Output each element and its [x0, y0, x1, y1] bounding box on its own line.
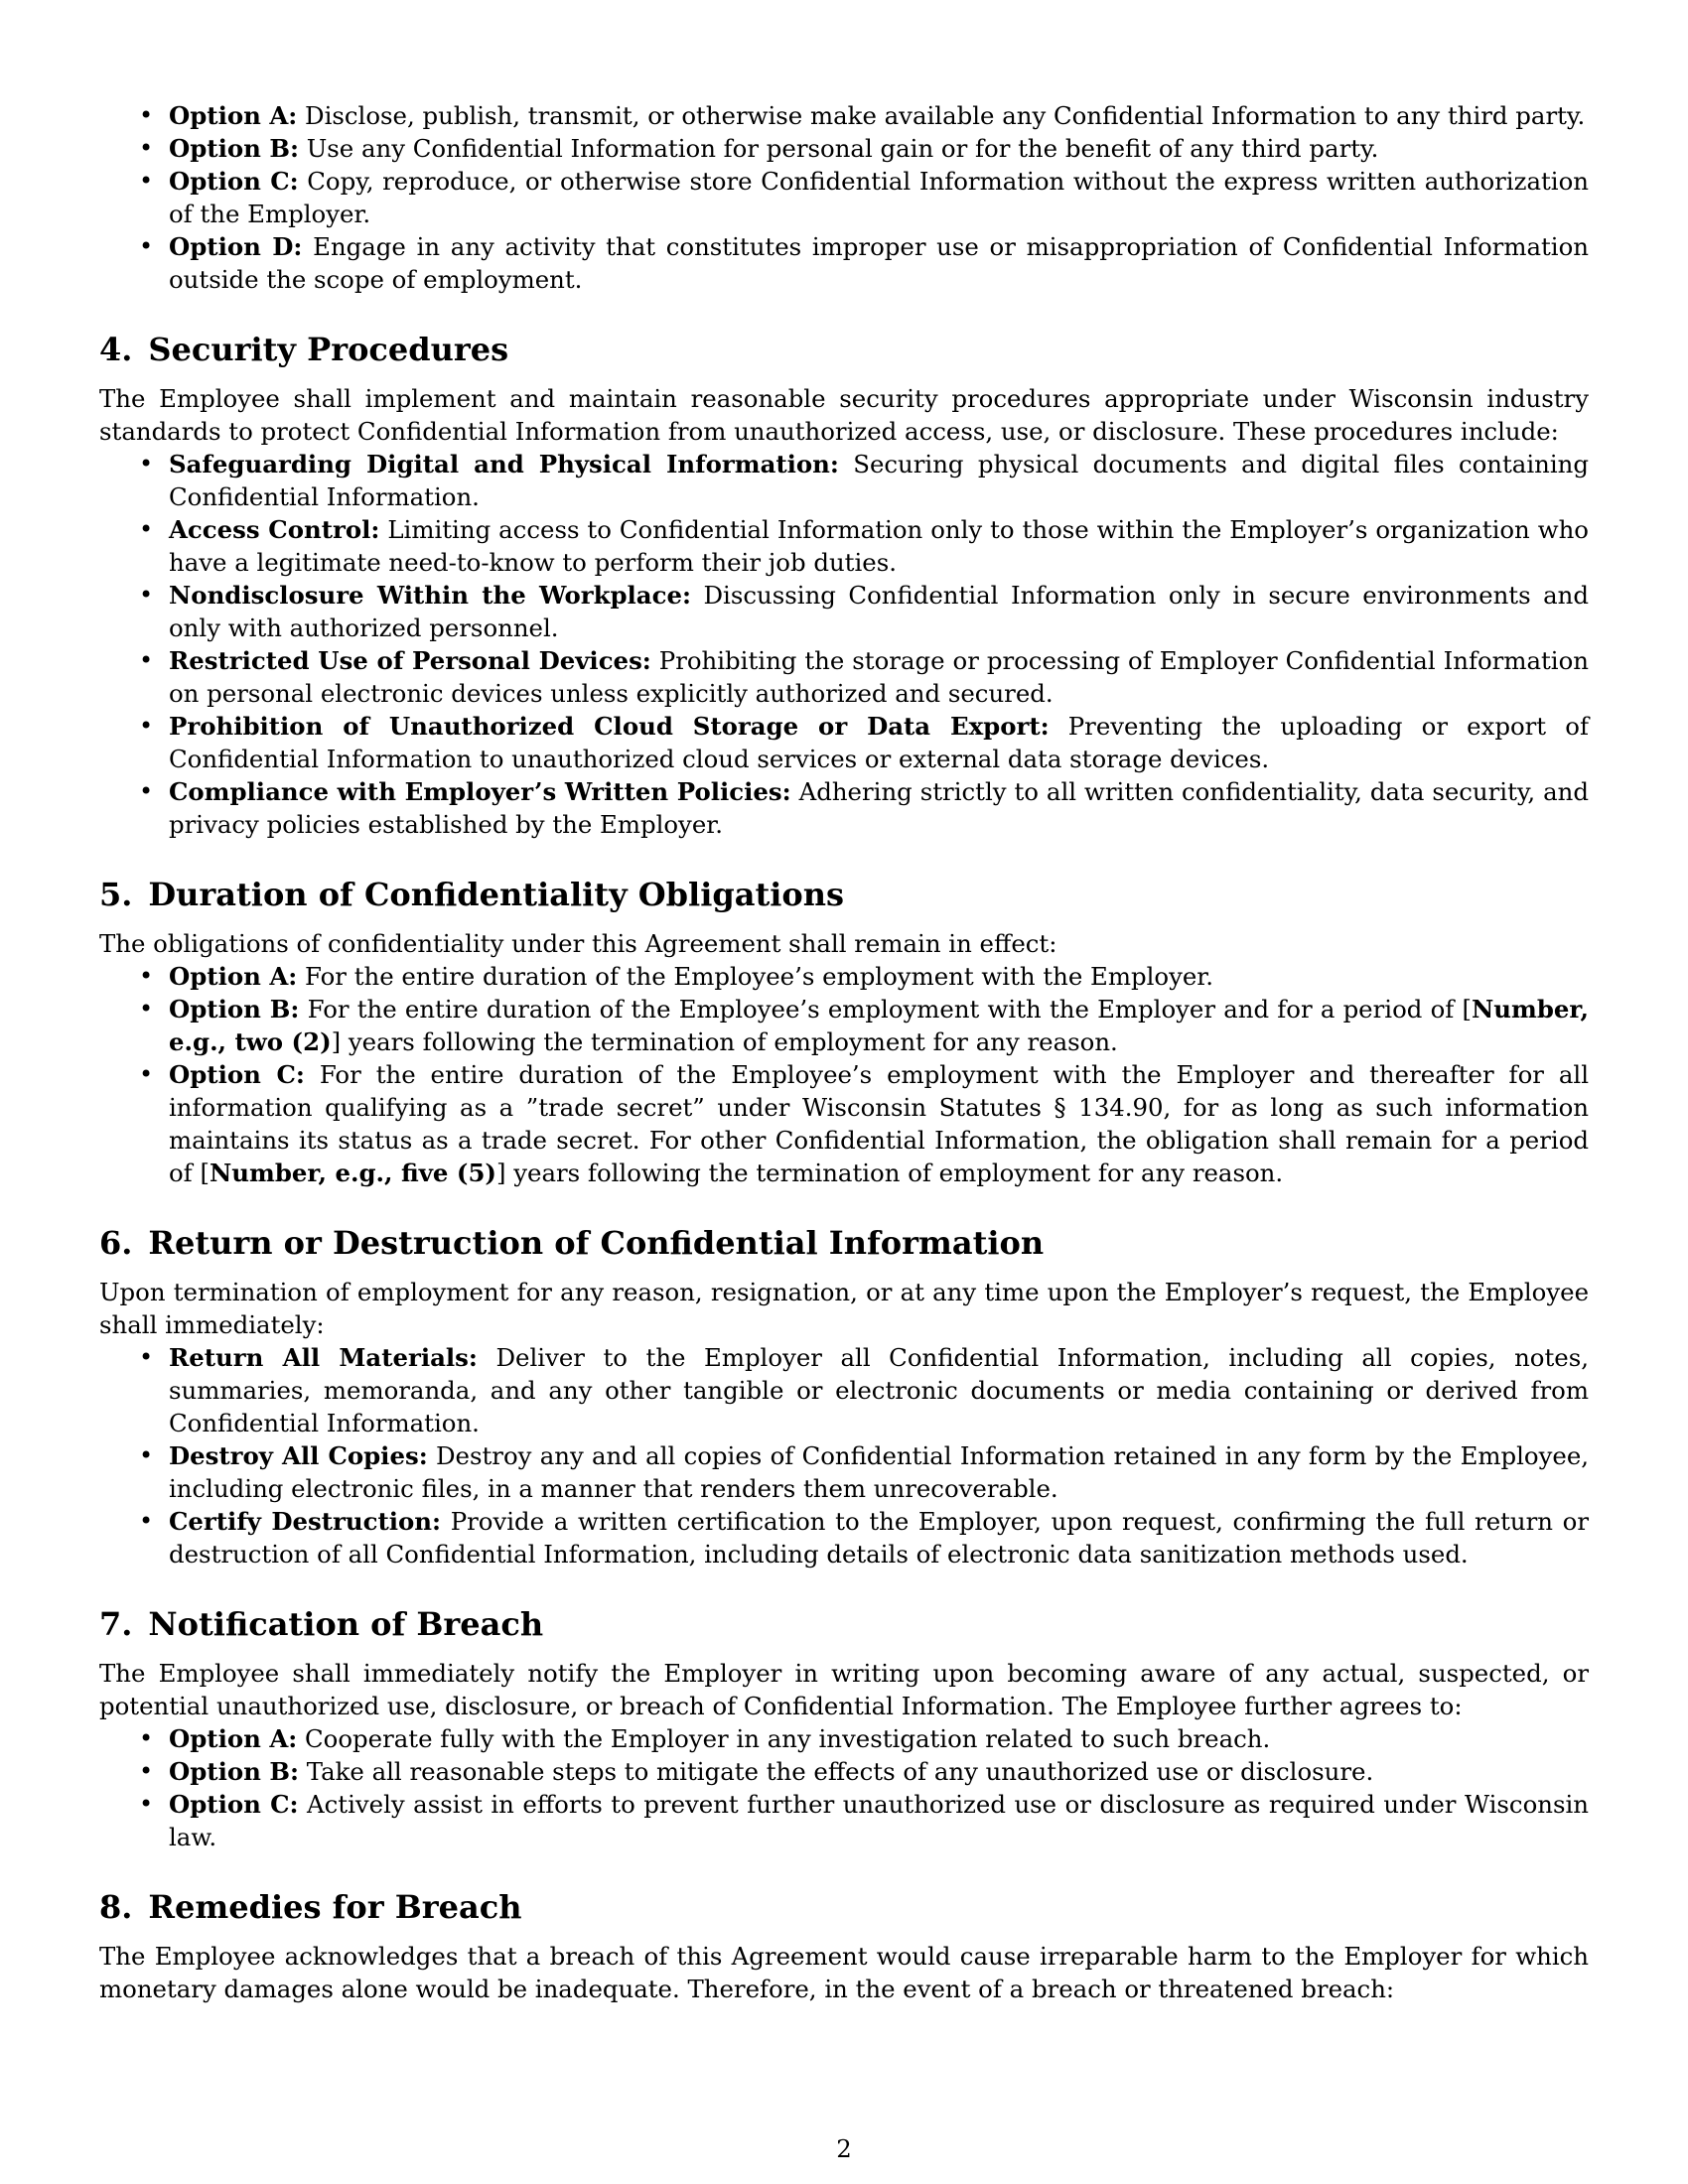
placeholder-value: Number, e.g., five (5) — [209, 1159, 496, 1187]
item-text: Disclose, publish, transmit, or otherwise make available any Confidential Information to any third party. — [297, 101, 1586, 130]
item-text: Take all reasonable steps to mitigate the effects of any unauthorized use or disclosure. — [298, 1757, 1374, 1786]
item-label: Nondisclosure Within the Workplace: — [169, 581, 691, 610]
list-item: • Option A: Disclose, publish, transmit, or otherwise make available any Confidential Information to any third party. — [139, 101, 1586, 130]
item-text: ] years following the termination of employment for any reason. — [331, 1027, 1118, 1056]
item-text: For the entire duration of the Employee’s employment with the Employer and for a period of [ — [299, 995, 1473, 1024]
item-text: Preventing the uploading or export of Confidential Information to unauthorized cloud services or external data storage devices. — [169, 712, 1589, 773]
item-label: Option B: — [169, 995, 300, 1024]
list-item: • Safeguarding Digital and Physical Information: Securing physical documents and digital files containing Confidential Information. — [139, 450, 1589, 511]
section-8-heading: 8. Remedies for Breach — [99, 1888, 522, 1926]
item-text: Discussing Confidential Information only in secure environments and only with authorized personnel. — [169, 581, 1590, 642]
list-item: • Option B: Use any Confidential Information for personal gain or for the benefit of any third party. — [139, 134, 1379, 163]
list-item: • Option B: Take all reasonable steps to mitigate the effects of any unauthorized use or disclosure. — [139, 1757, 1374, 1786]
item-label: Prohibition of Unauthorized Cloud Storage or Data Export: — [169, 712, 1050, 741]
section-6-paragraph: Upon termination of employment for any reason, resignation, or at any time upon the Employer’s request, the Employee shall immediately: — [99, 1278, 1589, 1339]
section-7-heading: 7. Notification of Breach — [99, 1605, 544, 1643]
list-item: • Option C: Copy, reproduce, or otherwise store Confidential Information without the express written authorization of the Employer. — [139, 167, 1589, 228]
page-number: 2 — [836, 2134, 852, 2163]
item-label: Option D: — [169, 232, 303, 261]
item-text: Provide a written certification to the Employer, upon request, confirming the full return or destruction of all Confidential Information, including details of electronic data sanitization methods used. — [169, 1507, 1590, 1569]
item-text: Prohibiting the storage or processing of Employer Confidential Information on personal electronic devices unless explicitly authorized and secured. — [169, 646, 1589, 708]
list-item: • Access Control: Limiting access to Confidential Information only to those within the Employer’s organization who have a legitimate need-to-know to perform their job duties. — [139, 515, 1589, 577]
list-item: • Option C: Actively assist in efforts to prevent further unauthorized use or disclosure as required under Wisconsin law. — [139, 1790, 1589, 1851]
section-5-heading: 5. Duration of Confidentiality Obligations — [99, 876, 845, 913]
item-text: Limiting access to Confidential Information only to those within the Employer’s organization who have a legitimate need-to-know to perform their job duties. — [169, 515, 1589, 577]
item-text: Copy, reproduce, or otherwise store Confidential Information without the express written authorization of the Employer. — [169, 167, 1589, 228]
section-6-heading: 6. Return or Destruction of Confidential Information — [99, 1224, 1045, 1262]
item-label: Option A: — [169, 1724, 298, 1753]
list-item: • Return All Materials: Deliver to the Employer all Confidential Information, including all copies, notes, summaries, memoranda, and any other tangible or electronic documents or media containing or derived from Confidential Information. — [139, 1343, 1589, 1437]
section-4-paragraph: The Employee shall implement and maintain reasonable security procedures appropriate under Wisconsin industry standards to protect Confidential Information from unauthorized access, use, or disclosure. These procedures include: — [99, 384, 1589, 446]
list-item: • Compliance with Employer’s Written Policies: Adhering strictly to all written confidentiality, data security, and privacy policies established by the Employer. — [139, 777, 1589, 839]
item-text: Securing physical documents and digital files containing Confidential Information. — [169, 450, 1589, 511]
item-text: Adhering strictly to all written confidentiality, data security, and privacy policies established by the Employer. — [169, 777, 1589, 839]
item-label: Compliance with Employer’s Written Policies: — [169, 777, 791, 806]
item-text: Destroy any and all copies of Confidential Information retained in any form by the Employee, including electronic files, in a manner that renders them unrecoverable. — [169, 1441, 1590, 1503]
item-text: Actively assist in efforts to prevent further unauthorized use or disclosure as required under Wisconsin law. — [169, 1790, 1589, 1851]
list-item: • Prohibition of Unauthorized Cloud Storage or Data Export: Preventing the uploading or export of Confidential Information to unauthorized cloud services or external data storage devices. — [139, 712, 1589, 773]
item-label: Option C: — [169, 1790, 299, 1819]
item-text: Engage in any activity that constitutes improper use or misappropriation of Confidential Information outside the scope of employment. — [169, 232, 1589, 294]
section-7-paragraph: The Employee shall immediately notify the Employer in writing upon becoming aware of any actual, suspected, or potential unauthorized use, disclosure, or breach of Confidential Information. The Employee further agrees to: — [99, 1659, 1589, 1720]
list-item: • Certify Destruction: Provide a written certification to the Employer, upon request, confirming the full return or destruction of all Confidential Information, including details of electronic data sanitization methods used. — [139, 1507, 1590, 1569]
section-4-heading: 4. Security Procedures — [99, 331, 509, 368]
item-label: Option B: — [169, 134, 299, 163]
list-item: • Restricted Use of Personal Devices: Prohibiting the storage or processing of Employer Confidential Information on personal electronic devices unless explicitly authorized and secured. — [139, 646, 1589, 708]
intro-option-list — [99, 99, 1589, 296]
section-6-list — [99, 1341, 1589, 1570]
item-text: Cooperate fully with the Employer in any investigation related to such breach. — [297, 1724, 1271, 1753]
item-text: For the entire duration of the Employee’s employment with the Employer and thereafter for all information qualifying as a ”trade secret” under Wisconsin Statutes § 134.90, for as long as such information maintains its status as a trade secret. For other Confidential Information, the obligation shall remain for a period of [ — [169, 1060, 1589, 1187]
list-item: • Option B: For the entire duration of the Employee’s employment with the Employer and for a period of [Number, e.g., two (2)] years following the termination of employment for any reason. — [139, 995, 1589, 1056]
list-item: • Nondisclosure Within the Workplace: Discussing Confidential Information only in secure environments and only with authorized personnel. — [139, 581, 1590, 642]
item-label: Destroy All Copies: — [169, 1441, 428, 1470]
item-label: Safeguarding Digital and Physical Information: — [169, 450, 839, 478]
list-item: • Destroy All Copies: Destroy any and all copies of Confidential Information retained in any form by the Employee, including electronic files, in a manner that renders them unrecoverable. — [139, 1441, 1590, 1503]
item-label: Option C: — [169, 167, 299, 196]
item-label: Option A: — [169, 962, 298, 991]
item-label: Option C: — [169, 1060, 305, 1089]
section-7-list — [99, 1722, 1589, 1853]
item-text: ] years following the termination of employment for any reason. — [495, 1159, 1284, 1187]
item-label: Access Control: — [169, 515, 380, 544]
item-label: Restricted Use of Personal Devices: — [169, 646, 651, 675]
item-label: Return All Materials: — [169, 1343, 478, 1372]
list-item: • Option D: Engage in any activity that constitutes improper use or misappropriation of Confidential Information outside the scope of employment. — [139, 232, 1589, 294]
item-label: Option A: — [169, 101, 298, 130]
item-label: Certify Destruction: — [169, 1507, 442, 1536]
item-label: Option B: — [169, 1757, 299, 1786]
section-4-list — [99, 448, 1589, 841]
section-8-paragraph: The Employee acknowledges that a breach of this Agreement would cause irreparable harm to the Employer for which monetary damages alone would be inadequate. Therefore, in the event of a breach or threatened breach: — [99, 1942, 1589, 2003]
item-text: Deliver to the Employer all Confidential Information, including all copies, notes, summaries, memoranda, and any other tangible or electronic documents or media containing or derived from Confidential Information. — [169, 1343, 1589, 1437]
list-item: • Option A: Cooperate fully with the Employer in any investigation related to such breach. — [139, 1724, 1271, 1753]
section-5-paragraph: The obligations of confidentiality under this Agreement shall remain in effect: — [99, 929, 1057, 958]
document-page — [99, 99, 1589, 2184]
item-text: Use any Confidential Information for personal gain or for the benefit of any third party. — [298, 134, 1379, 163]
list-item: • Option A: For the entire duration of the Employee’s employment with the Employer. — [139, 962, 1214, 991]
section-5-list — [99, 960, 1589, 1189]
list-item: • Option C: For the entire duration of the Employee’s employment with the Employer and thereafter for all information qualifying as a ”trade secret” under Wisconsin Statutes § 134.90, for as long as such information maintains its status as a trade secret. For other Confidential Information, the obligation shall remain for a period of [Number, e.g., five (5)] years following the termination of employment for any reason. — [139, 1060, 1589, 1187]
placeholder-value: Number, e.g., two (2) — [169, 995, 1589, 1056]
item-text: For the entire duration of the Employee’s employment with the Employer. — [297, 962, 1214, 991]
